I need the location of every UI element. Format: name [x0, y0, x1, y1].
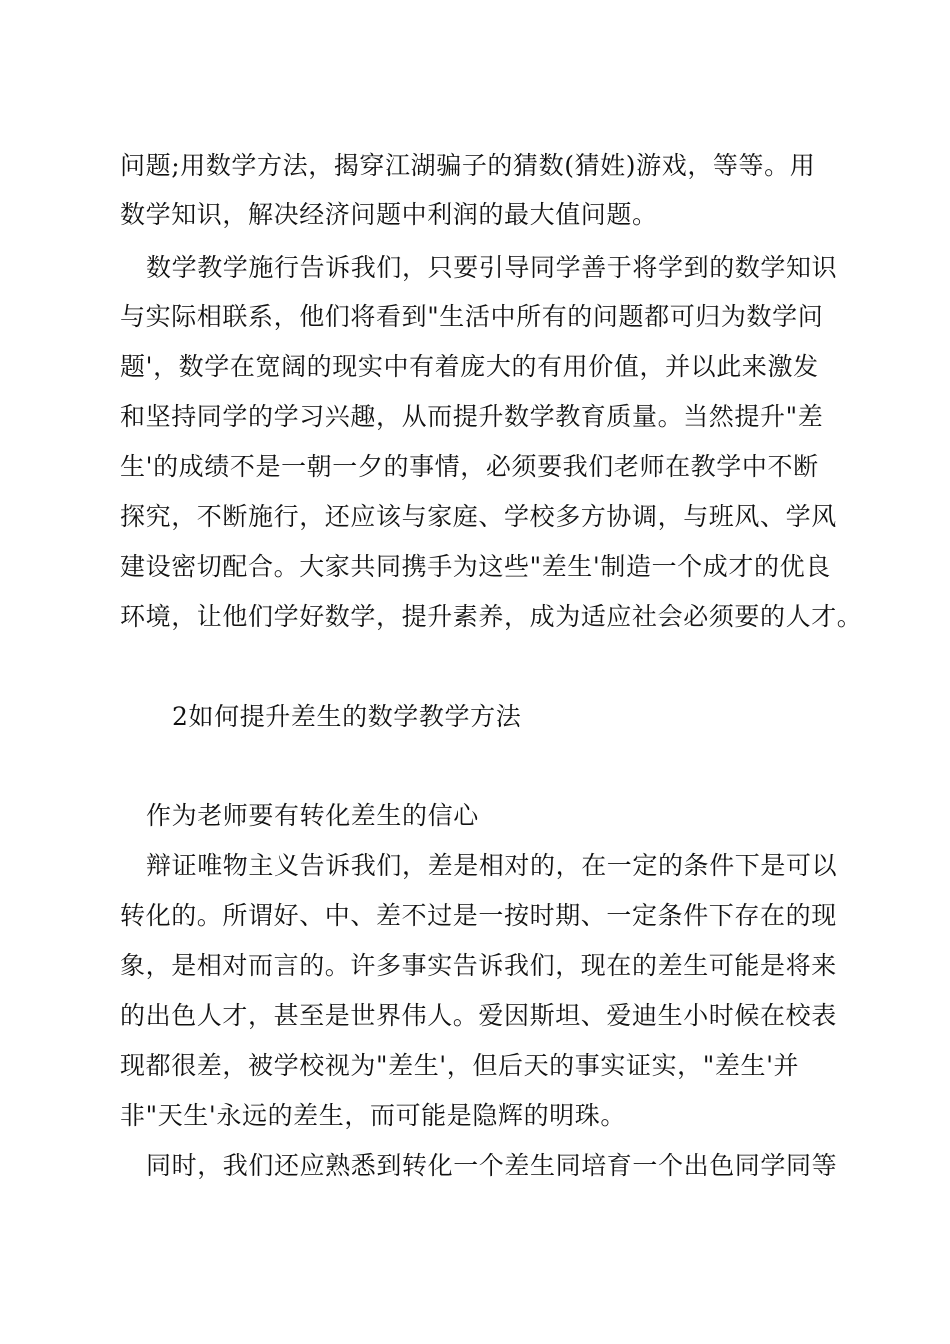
paragraph-line: 探究，不断施行，还应该与家庭、学校多方协调，与班风、学风 — [120, 502, 837, 531]
paragraph-line: 与实际相联系，他们将看到"生活中所有的问题都可归为数学问 — [120, 302, 824, 331]
paragraph-line: 象，是相对而言的。许多事实告诉我们，现在的差生可能是将来 — [120, 951, 837, 980]
paragraph-line: 问题;用数学方法，揭穿江湖骗子的猜数(猜姓)游戏，等等。用 — [120, 151, 816, 180]
paragraph-line: 转化的。所谓好、中、差不过是一按时期、一定条件下存在的现 — [120, 901, 837, 930]
paragraph-line: 数学知识，解决经济问题中利润的最大值问题。 — [120, 200, 658, 229]
section-heading: 2如何提升差生的数学教学方法 — [172, 702, 522, 731]
paragraph-line: 非"天生'永远的差生，而可能是隐辉的明珠。 — [120, 1101, 626, 1130]
subheading: 作为老师要有转化差生的信心 — [146, 801, 479, 830]
paragraph-line: 和坚持同学的学习兴趣，从而提升数学教育质量。当然提升"差 — [120, 402, 824, 431]
paragraph-line: 同时，我们还应熟悉到转化一个差生同培育一个出色同学同等 — [146, 1151, 838, 1180]
paragraph-line: 现都很差，被学校视为"差生'，但后天的事实证实，"差生'并 — [120, 1051, 800, 1080]
paragraph-line: 辩证唯物主义告诉我们，差是相对的，在一定的条件下是可以 — [146, 851, 838, 880]
paragraph-line: 生'的成绩不是一朝一夕的事情，必须要我们老师在教学中不断 — [120, 452, 819, 481]
paragraph-line: 环境，让他们学好数学，提升素养，成为适应社会必须要的人才。 — [120, 602, 863, 631]
paragraph-line: 题'，数学在宽阔的现实中有着庞大的有用价值，并以此来激发 — [120, 352, 819, 381]
paragraph-line: 数学教学施行告诉我们，只要引导同学善于将学到的数学知识 — [146, 253, 838, 282]
paragraph-line: 的出色人才，甚至是世界伟人。爱因斯坦、爱迪生小时候在校表 — [120, 1001, 837, 1030]
paragraph-line: 建设密切配合。大家共同携手为这些"差生'制造一个成才的优良 — [120, 552, 831, 581]
